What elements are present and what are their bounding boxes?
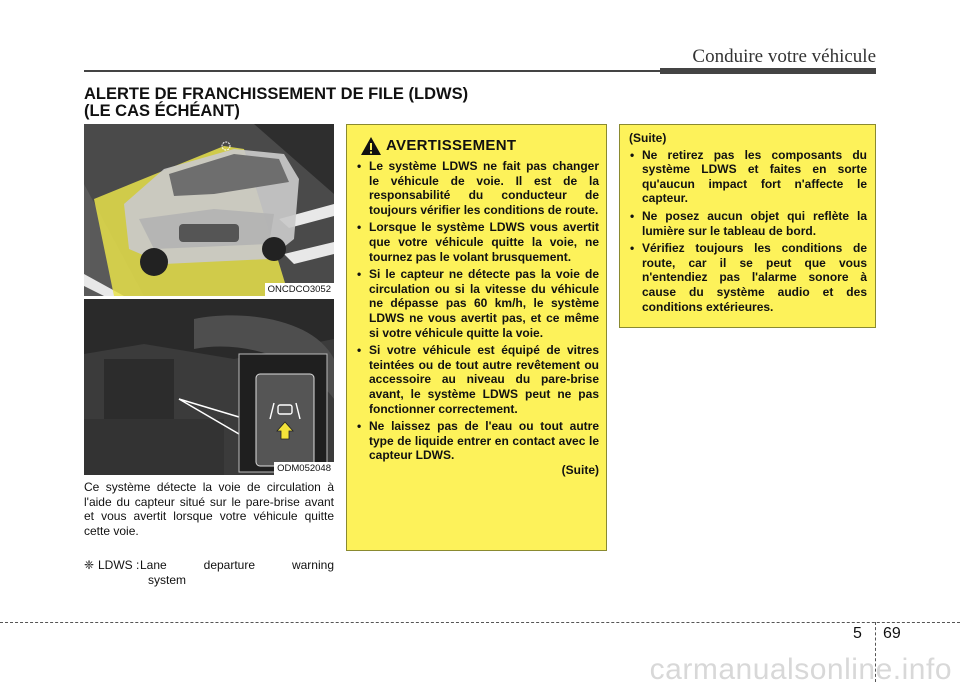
section-title-line2: (LE CAS ÉCHÉANT) — [84, 102, 240, 120]
note-value-cont: system — [148, 572, 187, 587]
continued-label: (Suite) — [561, 462, 599, 477]
list-item: • Ne retirez pas les composants du système LDWS et faites en sorte qu'aucun impact fort n'affecte le capteur. — [629, 148, 867, 206]
switch-figure-code: ODM052048 — [274, 462, 334, 475]
list-item: • Si votre véhicule est équipé de vitres teintées ou de tout autre revêtement ou accessoire au niveau du pare-brise avant, le système LDWS peut ne pas fonctionner correctement. — [356, 343, 599, 416]
ldws-switch-figure — [84, 299, 334, 475]
note-value: Lane departure warning — [140, 558, 334, 572]
switch-illustration — [84, 299, 334, 475]
warning-triangle-icon — [360, 136, 382, 156]
warning-box — [346, 124, 607, 551]
footer-rule — [0, 622, 960, 623]
warning-title: AVERTISSEMENT — [386, 136, 517, 154]
header-rule-accent — [660, 68, 876, 74]
chapter-title: Conduire votre véhicule — [692, 46, 876, 67]
note-key: LDWS : — [98, 558, 140, 572]
list-item: • Ne laissez pas de l'eau ou tout autre type de liquide entrer en contact avec le capteur LDWS. — [356, 419, 599, 463]
list-item: • Le système LDWS ne fait pas changer le véhicule de voie. Il est de la responsabilité du conducteur de toujours vérifier les conditions de route. — [356, 159, 599, 217]
list-item: • Vérifiez toujours les conditions de route, car il se peut que vous n'entendiez pas l'alarme sonore à cause du système audio et des conditions extérieures. — [629, 241, 867, 314]
continuation-list — [629, 148, 867, 315]
chapter-number: 5 — [853, 625, 862, 642]
warning-list — [356, 159, 599, 463]
continuation-box — [619, 124, 876, 328]
note-symbol: ❈ — [84, 558, 95, 572]
page-number-value: 69 — [883, 625, 901, 642]
list-item: • Ne posez aucun objet qui reflète la lumière sur le tableau de bord. — [629, 209, 867, 238]
list-item: • Lorsque le système LDWS vous avertit que votre véhicule quitte la voie, ne tournez pas le volant brusquement. — [356, 220, 599, 264]
section-title — [84, 86, 468, 120]
section-title-line1: ALERTE DE FRANCHISSEMENT DE FILE (LDWS) — [84, 85, 469, 103]
description-text: Ce système détecte la voie de circulation à l'aide du capteur situé sur le pare-brise avant et vous avertit lorsque votre véhicule quitte cette voie. — [84, 480, 334, 538]
abbreviation-note — [84, 558, 334, 587]
watermark: carmanualsonline.info — [649, 653, 952, 686]
list-item: • Si le capteur ne détecte pas la voie de circulation ou si la vitesse du véhicule ne dépasse pas 60 km/h, le système LDWS ne vous avertit pas, et ce même si votre véhicule quitte la voie. — [356, 267, 599, 340]
car-sensor-figure — [84, 124, 334, 296]
continuation-label: (Suite) — [629, 131, 667, 145]
car-illustration — [84, 124, 334, 296]
car-figure-code: ONCDCO3052 — [265, 283, 334, 296]
